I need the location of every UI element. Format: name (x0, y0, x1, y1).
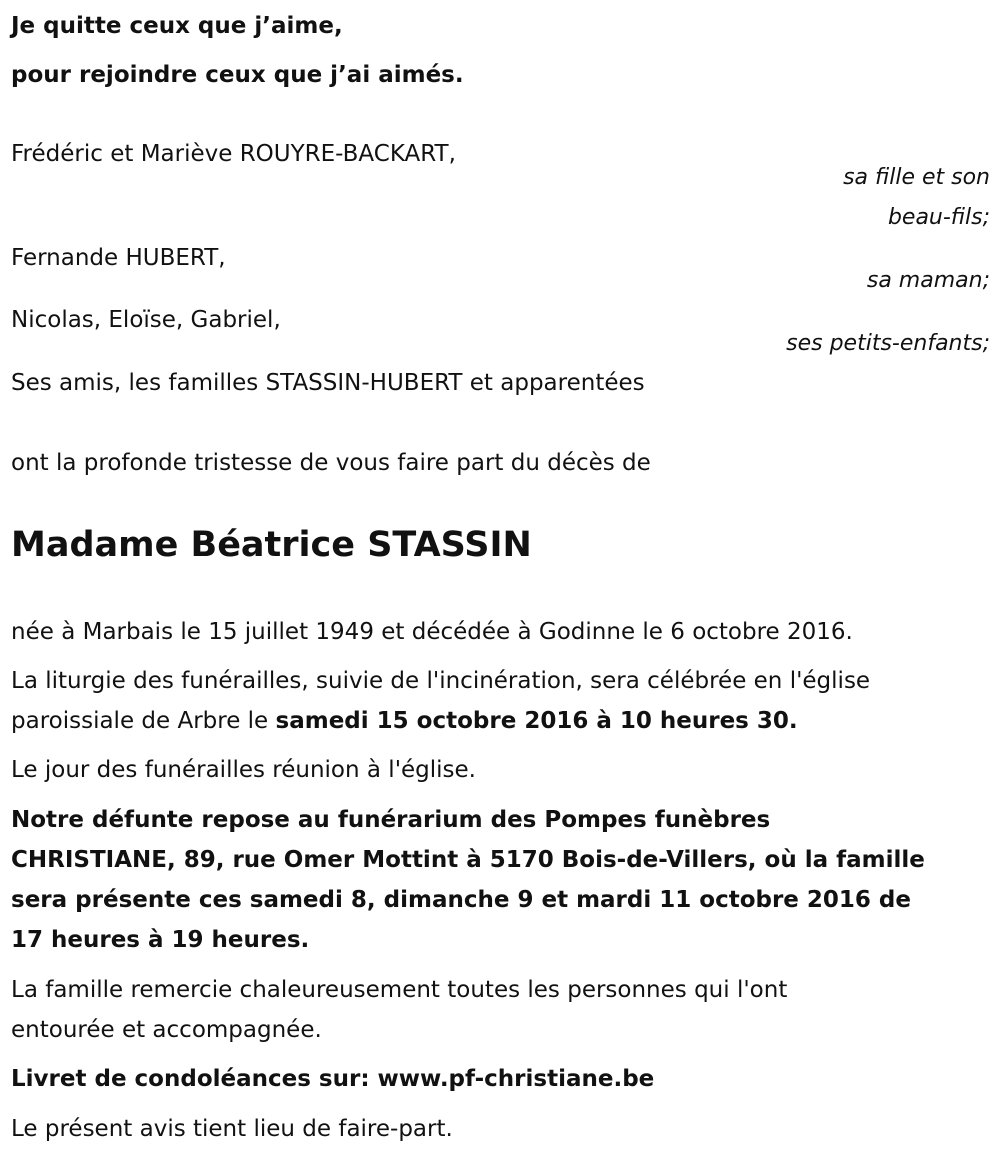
family-member-name: Fernande HUBERT, (11, 245, 226, 271)
repose-line: sera présente ces samedi 8, dimanche 9 et mardi 11 octobre 2016 de (11, 887, 911, 913)
announcement-text: ont la profonde tristesse de vous faire part du décès de (11, 450, 651, 476)
repose-line: Notre défunte repose au funérarium des Pompes funèbres (11, 807, 771, 833)
family-member-name: Nicolas, Eloïse, Gabriel, (11, 307, 281, 333)
closing-text: Le présent avis tient lieu de faire-part. (11, 1116, 453, 1142)
family-member-relation: ses petits-enfants; (786, 331, 990, 356)
deceased-name: Madame Béatrice STASSIN (11, 525, 532, 565)
epigraph-line-1: Je quitte ceux que j’aime, (11, 13, 343, 39)
family-member-relation: beau-fils; (887, 205, 990, 230)
gathering-text: Le jour des funérailles réunion à l'église. (11, 757, 476, 783)
family-member-name: Frédéric et Mariève ROUYRE-BACKART, (11, 141, 456, 167)
liturgy-line-1: La liturgie des funérailles, suivie de l'incinération, sera célébrée en l'église (11, 668, 871, 694)
liturgy-line-2 (11, 701, 798, 741)
epigraph-line-2: pour rejoindre ceux que j’ai aimés. (11, 62, 464, 88)
liturgy-datetime: samedi 15 octobre 2016 à 10 heures 30. (275, 708, 798, 734)
condolences-link: Livret de condoléances sur: www.pf-christiane.be (11, 1066, 655, 1092)
family-member-relation: sa maman; (866, 268, 990, 293)
family-member-relation: sa fille et son (843, 165, 990, 190)
liturgy-place: paroissiale de Arbre le (11, 708, 276, 734)
birth-death-text: née à Marbais le 15 juillet 1949 et décédée à Godinne le 6 octobre 2016. (11, 619, 853, 645)
thanks-line: La famille remercie chaleureusement toutes les personnes qui l'ont (11, 977, 788, 1003)
repose-line: 17 heures à 19 heures. (11, 927, 310, 953)
family-member-name: Ses amis, les familles STASSIN-HUBERT et apparentées (11, 370, 645, 396)
repose-line: CHRISTIANE, 89, rue Omer Mottint à 5170 Bois-de-Villers, où la famille (11, 847, 925, 873)
thanks-line: entourée et accompagnée. (11, 1017, 322, 1043)
